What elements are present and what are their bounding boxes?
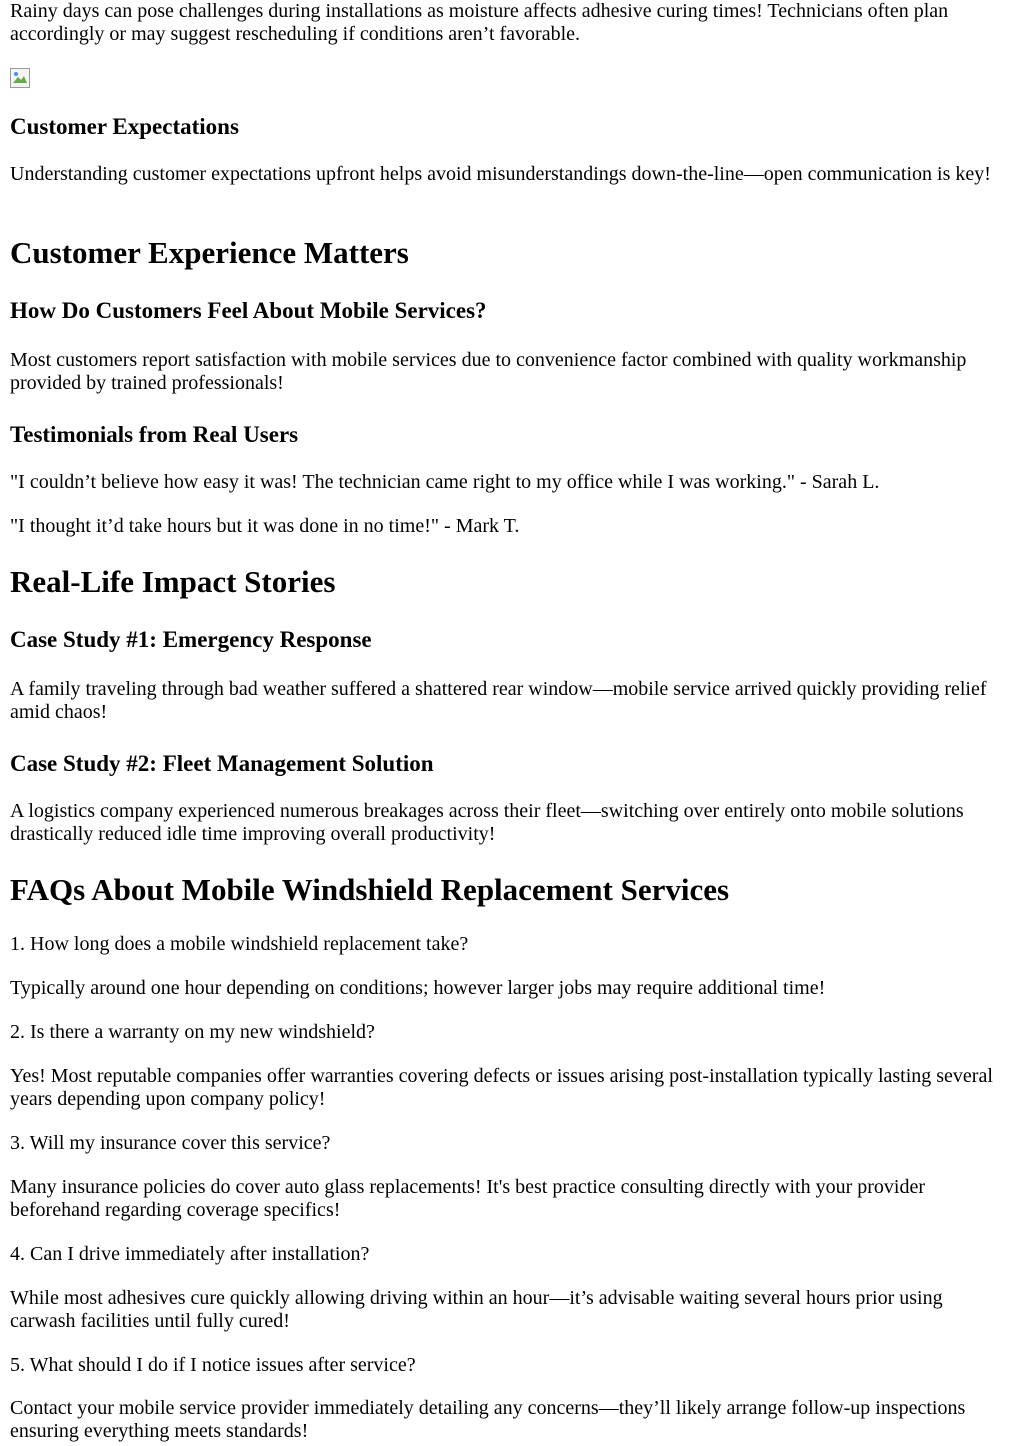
faq-heading: FAQs About Mobile Windshield Replacement Services [10,872,730,907]
testimonial-item: "I couldn’t believe how easy it was! The technician came right to my office while I was working." - Sarah L. [10,471,880,493]
impact-stories-heading: Real-Life Impact Stories [10,564,336,599]
faq-question: 1. How long does a mobile windshield replacement take? [10,933,469,955]
testimonial-item: "I thought it’d take hours but it was done in no time!" - Mark T. [10,515,520,537]
testimonials-heading: Testimonials from Real Users [10,422,299,447]
case-study-1-heading: Case Study #1: Emergency Response [10,627,372,652]
faq-answer: Yes! Most reputable companies offer warranties covering defects or issues arising post-installation typically lasting several years depending upon company policy! [10,1065,993,1110]
faq-question: 2. Is there a warranty on my new windshield? [10,1021,375,1043]
faq-answer: While most adhesives cure quickly allowing driving within an hour—it’s advisable waiting several hours prior using carwash facilities until fully cured! [10,1287,943,1332]
customer-feel-heading: How Do Customers Feel About Mobile Services? [10,298,487,323]
customer-experience-heading: Customer Experience Matters [10,235,409,270]
faq-answer: Typically around one hour depending on conditions; however larger jobs may require additional time! [10,977,826,999]
faq-answer: Many insurance policies do cover auto glass replacements! It's best practice consulting directly with your provider beforehand regarding coverage specifics! [10,1176,925,1221]
case-study-2-paragraph: A logistics company experienced numerous breakages across their fleet—switching over entirely onto mobile solutions drastically reduced idle time improving overall productivity! [10,800,964,845]
faq-answer: Contact your mobile service provider immediately detailing any concerns—they’ll likely arrange follow-up inspections ensuring everything meets standards! [10,1397,966,1442]
faq-question: 5. What should I do if I notice issues after service? [10,1354,416,1376]
faq-question: 3. Will my insurance cover this service? [10,1132,331,1154]
customer-feel-paragraph: Most customers report satisfaction with mobile services due to convenience factor combined with quality workmanship provided by trained professionals! [10,349,967,394]
case-study-1-paragraph: A family traveling through bad weather suffered a shattered rear window—mobile service arrived quickly providing relief amid chaos! [10,678,987,723]
case-study-2-heading: Case Study #2: Fleet Management Solution [10,751,434,776]
broken-image-icon [10,68,30,88]
customer-expectations-paragraph: Understanding customer expectations upfront helps avoid misunderstandings down-the-line—open communication is key! [10,163,991,185]
faq-question: 4. Can I drive immediately after installation? [10,1243,370,1265]
weather-paragraph: Rainy days can pose challenges during installations as moisture affects adhesive curing times! Technicians often plan accordingly or may suggest rescheduling if conditions aren’t favorable. [10,0,949,45]
customer-expectations-heading: Customer Expectations [10,114,239,139]
